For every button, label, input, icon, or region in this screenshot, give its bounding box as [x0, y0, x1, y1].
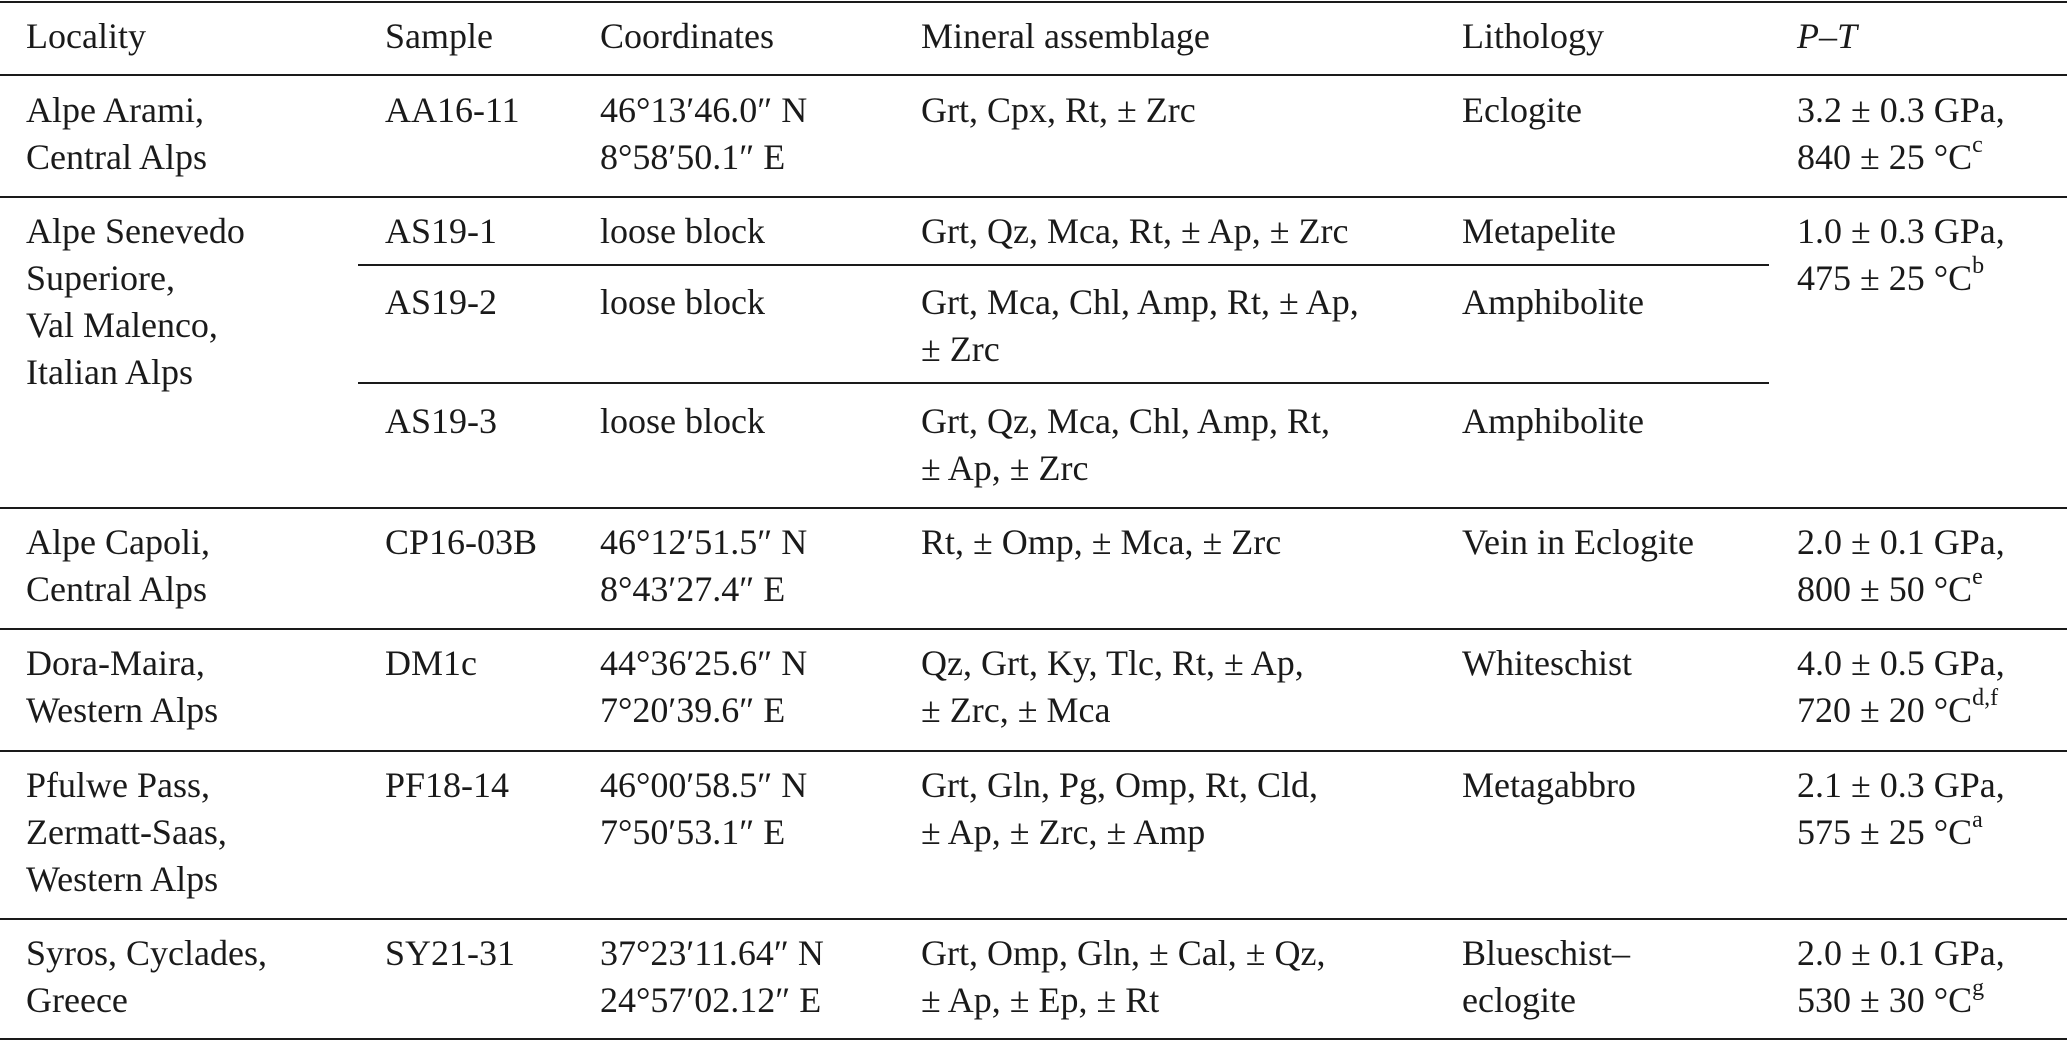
- sample-cell: DM1c: [385, 643, 477, 683]
- top-rule: [0, 1, 2067, 3]
- header-mineral-assemblage: Mineral assemblage: [921, 16, 1210, 56]
- locality-cell: Syros, Cyclades, Greece: [26, 933, 267, 1020]
- sample-cell: PF18-14: [385, 765, 510, 805]
- header-sample: Sample: [385, 16, 493, 56]
- mineral-cell: Rt, ± Omp, ± Mca, ± Zrc: [921, 522, 1282, 562]
- mineral-cell: Qz, Grt, Ky, Tlc, Rt, ± Ap, ± Zrc, ± Mca: [921, 643, 1304, 730]
- pt-cell: 3.2 ± 0.3 GPa, 840 ± 25 $^\circ C^c$: [1797, 90, 2005, 177]
- lithology-cell: Vein in Eclogite: [1462, 522, 1694, 562]
- mineral-cell: Grt, Qz, Mca, Chl, Amp, Rt, ± Ap, ± Zrc: [921, 401, 1330, 488]
- header-coordinates: Coordinates: [600, 16, 774, 56]
- pt-cell: 1.0 ± 0.3 GPa, 475 ± 25 $^\circ C^b$: [1797, 211, 2005, 298]
- pt-cell: 2.1 ± 0.3 GPa, 575 ± 25 $^\circ C^a$: [1797, 765, 2005, 852]
- coordinates-cell: 44°36′25.6″ N 7°20′39.6″ E: [600, 643, 808, 730]
- row-rule: [0, 628, 2067, 630]
- header-locality: Locality: [26, 16, 146, 56]
- lithology-cell: Metapelite: [1462, 211, 1616, 251]
- coordinates-cell: loose block: [600, 401, 765, 441]
- sample-cell: CP16-03B: [385, 522, 538, 562]
- coordinates-cell: 46°13′46.0″ N 8°58′50.1″ E: [600, 90, 808, 177]
- row-rule: [0, 507, 2067, 509]
- subrow-rule: [358, 382, 1769, 384]
- pt-cell: 2.0 ± 0.1 GPa, 800 ± 50 °Ce: [1797, 522, 2005, 609]
- row-rule: [0, 750, 2067, 752]
- lithology-cell: Whiteschist: [1462, 643, 1632, 683]
- pt-cell: 2.0 ± 0.1 GPa, 530 ± 30 $^\circ C^g$: [1797, 933, 2005, 1020]
- coordinates-cell: 46°00′58.5″ N 7°50′53.1″ E: [600, 765, 808, 852]
- lithology-cell: Metagabbro: [1462, 765, 1636, 805]
- locality-cell: Alpe Arami, Central Alps: [26, 90, 207, 177]
- coordinates-cell: 37°23′11.64″ N 24°57′02.12″ E: [600, 933, 824, 1020]
- mineral-cell: Grt, Omp, Gln, ± Cal, ± Qz, ± Ap, ± Ep, ± Rt: [921, 933, 1326, 1020]
- mineral-cell: Grt, Cpx, Rt, ± Zrc: [921, 90, 1196, 130]
- header-lithology: Lithology: [1462, 16, 1604, 56]
- sample-cell: AS19-3: [385, 401, 498, 441]
- sample-cell: SY21-31: [385, 933, 516, 973]
- locality-cell: Pfulwe Pass, Zermatt-Saas, Western Alps: [26, 765, 227, 899]
- pt-cell: 4.0 ± 0.5 GPa, 720 ± 20 $^\circ C^{d,f}$: [1797, 643, 2005, 730]
- bottom-rule: [0, 1038, 2067, 1040]
- locality-cell: Alpe Senevedo Superiore, Val Malenco, Italian Alps: [26, 211, 245, 392]
- coordinates-cell: loose block: [600, 211, 765, 251]
- locality-cell: Dora-Maira, Western Alps: [26, 643, 219, 730]
- coordinates-cell: 46°12′51.5″ N 8°43′27.4″ E: [600, 522, 808, 609]
- row-rule: [0, 918, 2067, 920]
- coordinates-cell: loose block: [600, 282, 765, 322]
- sample-cell: AA16-11: [385, 90, 520, 130]
- mineral-cell: Grt, Mca, Chl, Amp, Rt, ± Ap, ± Zrc: [921, 282, 1359, 369]
- sample-cell: AS19-2: [385, 282, 498, 322]
- mineral-cell: Grt, Gln, Pg, Omp, Rt, Cld, ± Ap, ± Zrc, ± Amp: [921, 765, 1319, 852]
- header-pt: P–T: [1797, 16, 1858, 56]
- row-rule: [0, 196, 2067, 198]
- lithology-cell: Blueschist– eclogite: [1462, 933, 1630, 1020]
- locality-cell: Alpe Capoli, Central Alps: [26, 522, 210, 609]
- subrow-rule: [358, 264, 1769, 266]
- lithology-cell: Amphibolite: [1462, 282, 1644, 322]
- lithology-cell: Eclogite: [1462, 90, 1582, 130]
- header-rule: [0, 74, 2067, 76]
- lithology-cell: Amphibolite: [1462, 401, 1644, 441]
- mineral-cell: Grt, Qz, Mca, Rt, ± Ap, ± Zrc: [921, 211, 1349, 251]
- sample-cell: AS19-1: [385, 211, 498, 251]
